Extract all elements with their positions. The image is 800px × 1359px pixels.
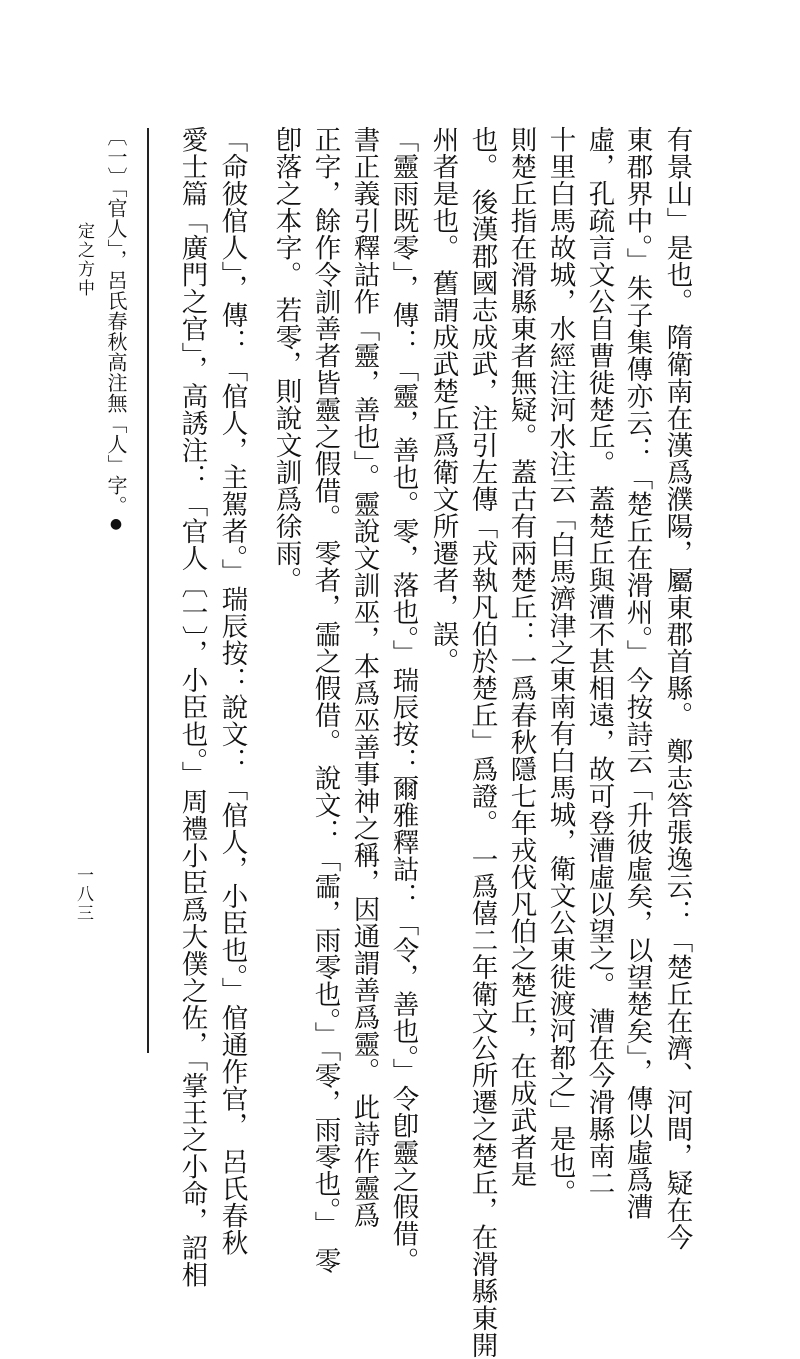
text-column-12: 「命彼倌人」，傳：「倌人，主駕者。」瑞辰按：說文：「倌人，小臣也。」倌通作官， 呂氏春秋 [216,126,248,1257]
text-column-5: 則楚丘指在滑縣東者無疑。 蓋古有兩楚丘：一爲春秋隱七年戎伐凡伯之楚丘，在成武者是 [505,126,537,1188]
footnote-mark: ● [108,516,124,533]
footnote-text: 〔一〕「官人」，呂氏春秋高注無「人」字。 [104,126,128,516]
running-head: 定之方中 [74,222,94,298]
text-column-9: 書正義引釋詁作「靈，善也」。靈說文訓巫，本爲巫善事神之稱，因通謂善爲靈。 此詩作靈爲 [348,126,380,1229]
text-column-11: 卽落之本字。 若零，則說文訓爲徐雨。 [270,126,302,594]
text-column-3: 虛，孔疏言文公自曹徙楚丘。 蓋楚丘與漕不甚相遠，故可登漕虛以望之。 漕在今滑縣南二 [583,126,615,1197]
text-column-6: 也。 後漢郡國志成武，注引左傳「戎執凡伯於楚丘」爲證。 一爲僖二年衛文公所遷之楚丘，在滑縣東開 [466,126,498,1359]
text-column-13: 愛士篇「廣門之官」，高誘注：「官人〔一〕，小臣也。」周禮小臣爲大僕之佐，「掌王之小命，詔相 [176,126,208,1288]
page-number: 一八三 [73,866,93,923]
text-column-8: 「靈雨既零」，傳：「靈，善也。零，落也。」瑞辰按：爾雅釋詁：「令，善也。」令卽靈之假借。 [387,126,419,1275]
text-column-7: 州者是也。 舊謂成武楚丘爲衛文所遷者，誤。 [427,126,459,675]
footnote-rule [147,128,149,1053]
text-column-1: 有景山」是也。 隋衛南在漢爲濮陽，屬東郡首縣。 鄭志答張逸云：「楚丘在濟、河間，疑在今 [661,126,693,1251]
footnote [106,126,126,533]
text-column-10: 正字，餘作令訓善者皆靈之假借。 零者，霝之假借。 說文：「霝，雨零也。」「零，雨零也。」 零 [309,126,341,1275]
text-column-4: 十里白馬故城，水經注河水注云「白馬濟津之東南有白馬城，衛文公東徙渡河都之」是也。 [544,126,576,1206]
text-column-2: 東郡界中。」朱子集傳亦云：「楚丘在滑州。」今按詩云「升彼虛矣，以望楚矣」，傳以虛爲漕 [621,126,653,1221]
